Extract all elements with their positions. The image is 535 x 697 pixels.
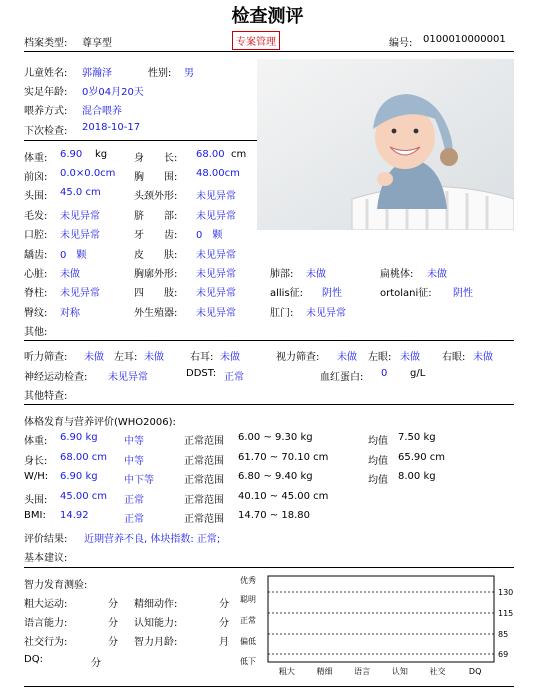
fontanel-value: 0.0×0.0cm bbox=[60, 168, 116, 179]
neuro-value: 未见异常 bbox=[108, 372, 148, 383]
cognition-unit: 分 bbox=[219, 618, 229, 629]
number-value: 0100010000001 bbox=[423, 34, 506, 45]
cognition-label: 认知能力: bbox=[134, 618, 178, 629]
head-value: 45.0 cm bbox=[60, 187, 101, 198]
age-value: 0岁04月20天 bbox=[82, 87, 144, 98]
growth-level: 中等 bbox=[124, 455, 144, 467]
mental-age-label: 智力月龄: bbox=[134, 637, 178, 648]
height-unit: cm bbox=[231, 149, 247, 160]
heart-label: 心脏: bbox=[24, 269, 48, 280]
ortolani-label: ortolani征: bbox=[380, 288, 432, 299]
right-ear-value: 未做 bbox=[220, 352, 240, 363]
limbs-value: 未见异常 bbox=[196, 288, 236, 299]
hemoglobin-value: 0 bbox=[381, 368, 388, 379]
growth-label: BMI: bbox=[24, 510, 46, 521]
neuro-label: 神经运动检查: bbox=[24, 372, 88, 383]
hip-fold-label: 臀纹: bbox=[24, 308, 48, 319]
right-eye-value: 未做 bbox=[473, 352, 493, 363]
height-label: 身 长: bbox=[134, 153, 178, 164]
left-ear-value: 未做 bbox=[144, 352, 164, 363]
growth-range-label: 正常范围 bbox=[184, 475, 224, 486]
chart-threshold-label: 115 bbox=[498, 609, 514, 618]
chart-category-label: 语言 bbox=[354, 667, 371, 676]
chart-frame bbox=[268, 576, 494, 662]
screen-other-label: 其他特查: bbox=[24, 391, 68, 402]
age-label: 实足年龄: bbox=[24, 87, 68, 98]
chart-threshold-label: 69 bbox=[498, 650, 509, 659]
spine-value: 未见异常 bbox=[60, 288, 100, 299]
growth-label: 体重: bbox=[24, 436, 48, 447]
allis-label: allis征: bbox=[270, 288, 304, 299]
case-management-badge[interactable]: 专案管理 bbox=[232, 31, 280, 50]
hearing-value: 未做 bbox=[84, 352, 104, 363]
genital-label: 外生殖器: bbox=[134, 308, 178, 319]
growth-range-label: 正常范围 bbox=[184, 514, 224, 525]
chart-level-label: 低下 bbox=[240, 657, 256, 666]
hearing-label: 听力筛查: bbox=[24, 352, 68, 363]
right-eye-label: 右眼: bbox=[442, 352, 466, 363]
result-label: 评价结果: bbox=[24, 534, 68, 545]
chart-level-label: 优秀 bbox=[240, 576, 256, 585]
divider bbox=[24, 140, 257, 141]
gender-label: 性别: bbox=[148, 68, 172, 79]
genital-value: 未见异常 bbox=[196, 308, 236, 319]
chart-category-label: 粗大 bbox=[278, 667, 295, 676]
gross-motor-label: 粗大运动: bbox=[24, 599, 68, 610]
gross-motor-unit: 分 bbox=[108, 599, 118, 610]
ddst-label: DDST: bbox=[186, 368, 217, 379]
divider bbox=[24, 567, 514, 568]
chart-level-label: 正常 bbox=[240, 616, 256, 625]
growth-mean: 65.90 cm bbox=[398, 451, 446, 463]
chart-level-label: 偏低 bbox=[240, 637, 256, 646]
left-eye-value: 未做 bbox=[400, 352, 420, 363]
growth-level: 中下等 bbox=[124, 475, 154, 486]
chart-category-label: 认知 bbox=[391, 667, 408, 676]
skin-label: 皮 肤: bbox=[134, 250, 178, 261]
page-title: 检查测评 bbox=[231, 6, 304, 27]
name-value: 郭瀚泽 bbox=[82, 68, 112, 79]
growth-range: 14.70 ~ 18.80 bbox=[238, 510, 310, 521]
growth-range-label: 正常范围 bbox=[184, 455, 224, 467]
navel-value: 未见异常 bbox=[196, 211, 236, 222]
mouth-value: 未见异常 bbox=[60, 230, 100, 241]
fontanel-label: 前囟: bbox=[24, 172, 48, 183]
height-value: 68.00 bbox=[196, 149, 225, 160]
fine-motor-label: 精细动作: bbox=[134, 599, 178, 610]
exam-other-label: 其他: bbox=[24, 327, 48, 338]
hip-fold-value: 对称 bbox=[60, 308, 80, 319]
growth-range: 40.10 ~ 45.00 cm bbox=[238, 490, 329, 502]
tonsil-label: 扁桃体: bbox=[380, 269, 414, 280]
teeth-value: 0 颗 bbox=[196, 230, 223, 241]
left-ear-label: 左耳: bbox=[114, 352, 138, 363]
heart-value: 未做 bbox=[60, 269, 80, 280]
divider bbox=[24, 51, 514, 52]
development-chart bbox=[236, 574, 514, 678]
chest-label: 胸 围: bbox=[134, 172, 178, 183]
chart-threshold-label: 130 bbox=[498, 588, 514, 597]
growth-mean: 8.00 kg bbox=[398, 471, 436, 482]
record-type-value: 尊享型 bbox=[82, 38, 112, 49]
thorax-value: 未见异常 bbox=[196, 269, 236, 280]
record-type-label: 档案类型: bbox=[24, 38, 68, 49]
growth-range: 6.80 ~ 9.40 kg bbox=[238, 471, 313, 482]
weight-label: 体重: bbox=[24, 153, 48, 164]
next-exam-label: 下次检查: bbox=[24, 126, 68, 137]
vision-label: 视力筛查: bbox=[276, 352, 320, 363]
caries-label: 龋齿: bbox=[24, 250, 48, 261]
anus-label: 肛门: bbox=[270, 308, 294, 319]
chart-level-label: 聪明 bbox=[240, 595, 256, 604]
thorax-label: 胸廓外形: bbox=[134, 269, 178, 280]
hemoglobin-label: 血红蛋白: bbox=[320, 372, 364, 383]
weight-value: 6.90 bbox=[60, 149, 83, 160]
divider bbox=[24, 404, 514, 405]
growth-value: 6.90 kg bbox=[60, 471, 98, 482]
neck-label: 头颈外形: bbox=[134, 191, 178, 202]
neck-value: 未见异常 bbox=[196, 191, 236, 202]
feeding-label: 喂养方式: bbox=[24, 106, 68, 117]
head-label: 头围: bbox=[24, 191, 48, 202]
growth-level: 正常 bbox=[124, 494, 144, 506]
chart-category-label: DQ bbox=[468, 667, 482, 676]
fine-motor-unit: 分 bbox=[219, 599, 229, 610]
dq-label: DQ: bbox=[24, 654, 43, 665]
hair-value: 未见异常 bbox=[60, 211, 100, 222]
lung-label: 肺部: bbox=[270, 269, 294, 280]
number-label: 编号: bbox=[389, 38, 413, 49]
growth-label: 头围: bbox=[24, 494, 48, 506]
growth-value: 6.90 kg bbox=[60, 432, 98, 443]
growth-mean-label: 均值 bbox=[368, 436, 388, 447]
growth-level: 中等 bbox=[124, 436, 144, 447]
growth-label: 身长: bbox=[24, 455, 48, 467]
divider bbox=[24, 340, 514, 341]
growth-range: 61.70 ~ 70.10 cm bbox=[238, 451, 329, 463]
language-label: 语言能力: bbox=[24, 618, 68, 629]
social-label: 社交行为: bbox=[24, 637, 68, 648]
limbs-label: 四 肢: bbox=[134, 288, 178, 299]
growth-mean: 7.50 kg bbox=[398, 432, 436, 443]
teeth-label: 牙 齿: bbox=[134, 230, 178, 241]
anus-value: 未见异常 bbox=[306, 308, 346, 319]
navel-label: 脐 部: bbox=[134, 211, 178, 222]
left-eye-label: 左眼: bbox=[368, 352, 392, 363]
chest-value: 48.00cm bbox=[196, 168, 240, 179]
mental-age-unit: 月 bbox=[219, 637, 229, 648]
right-ear-label: 右耳: bbox=[190, 352, 214, 363]
growth-mean-label: 均值 bbox=[368, 455, 388, 467]
growth-value: 68.00 cm bbox=[60, 451, 108, 463]
chart-category-label: 社交 bbox=[429, 667, 446, 676]
divider bbox=[24, 686, 514, 687]
ddst-value: 正常 bbox=[224, 372, 244, 383]
child-photo bbox=[257, 59, 514, 230]
dq-unit: 分 bbox=[91, 658, 101, 669]
mouth-label: 口腔: bbox=[24, 230, 48, 241]
hemoglobin-unit: g/L bbox=[410, 368, 426, 379]
name-label: 儿童姓名: bbox=[24, 68, 68, 79]
growth-label: W/H: bbox=[24, 471, 49, 482]
growth-range: 6.00 ~ 9.30 kg bbox=[238, 432, 313, 443]
chart-category-label: 精细 bbox=[316, 667, 333, 676]
language-unit: 分 bbox=[108, 618, 118, 629]
dev-title: 智力发育测验: bbox=[24, 580, 88, 591]
hair-label: 毛发: bbox=[24, 211, 48, 222]
growth-value: 45.00 cm bbox=[60, 490, 108, 502]
growth-title: 体格发育与营养评价(WHO2006): bbox=[24, 417, 176, 428]
gender-value: 男 bbox=[184, 68, 194, 79]
next-exam-value: 2018-10-17 bbox=[82, 122, 141, 133]
growth-value: 14.92 bbox=[60, 510, 89, 521]
growth-range-label: 正常范围 bbox=[184, 494, 224, 506]
result-value: 近期营养不良, 体块指数: 正常; bbox=[84, 534, 221, 545]
chart-threshold-label: 85 bbox=[498, 630, 509, 639]
allis-value: 阴性 bbox=[322, 288, 342, 299]
spine-label: 脊柱: bbox=[24, 288, 48, 299]
advice-label: 基本建议: bbox=[24, 553, 68, 564]
tonsil-value: 未做 bbox=[427, 269, 447, 280]
growth-level: 正常 bbox=[124, 514, 144, 525]
ortolani-value: 阴性 bbox=[453, 288, 473, 299]
social-unit: 分 bbox=[108, 637, 118, 648]
feeding-value: 混合喂养 bbox=[82, 106, 122, 117]
skin-value: 未见异常 bbox=[196, 250, 236, 261]
weight-unit: kg bbox=[95, 149, 108, 160]
growth-range-label: 正常范围 bbox=[184, 436, 224, 447]
caries-value: 0 颗 bbox=[60, 250, 87, 261]
vision-value: 未做 bbox=[337, 352, 357, 363]
lung-value: 未做 bbox=[306, 269, 326, 280]
growth-mean-label: 均值 bbox=[368, 475, 388, 486]
